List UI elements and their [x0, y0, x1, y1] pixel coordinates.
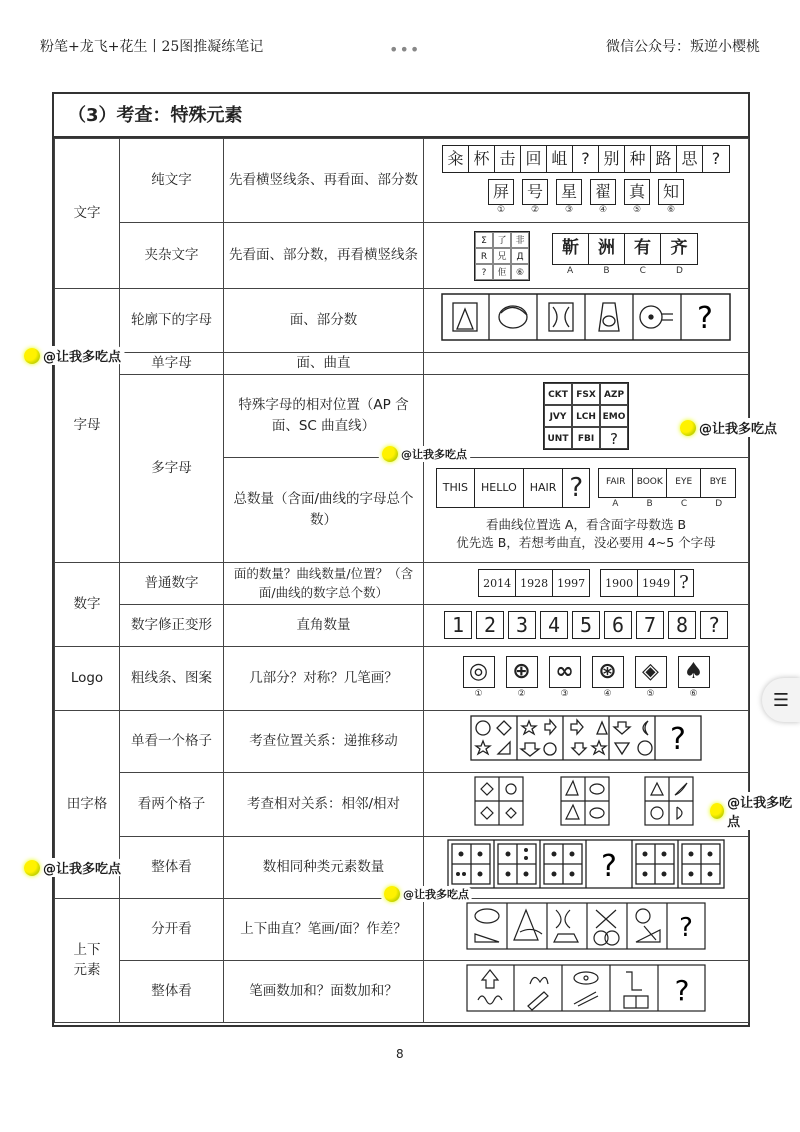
- table-row: [55, 139, 749, 223]
- option-label: B: [646, 498, 653, 509]
- option-char: 齐: [670, 238, 688, 259]
- watermark: @让我多吃点: [706, 792, 800, 830]
- category-cell: 田字格: [55, 710, 120, 898]
- method-cell: 先看面、部分数，再看横竖线条: [224, 223, 424, 289]
- table-row: [55, 353, 749, 375]
- option-char: 有: [625, 234, 661, 264]
- question-mark: ?: [697, 301, 713, 337]
- subtype-cell: 单字母: [120, 353, 224, 375]
- option-label: ①: [496, 205, 506, 215]
- subtype-cell: 整体看: [120, 960, 224, 1022]
- option-label: ③: [560, 689, 569, 700]
- category-cell: 上下元素: [55, 898, 120, 1022]
- letter-cell: JVY: [544, 405, 572, 427]
- logo-item: [678, 656, 710, 700]
- letter-cell: FBI: [572, 427, 600, 449]
- logo-icon: ⊕: [506, 656, 538, 688]
- element-count-strip: [446, 838, 726, 890]
- subtype-cell: 粗线条、图案: [120, 646, 224, 710]
- logo-icon: ◈: [635, 656, 667, 688]
- example-cell: [424, 772, 749, 836]
- grid-cell: 了: [493, 232, 511, 248]
- logo-item: [592, 656, 624, 700]
- example-cell: [424, 604, 749, 646]
- table-row: [55, 604, 749, 646]
- option-label: A: [567, 265, 574, 276]
- char-cell: ?: [711, 148, 721, 168]
- question-mark: ?: [674, 973, 690, 1007]
- example-cell: [424, 710, 749, 772]
- subtype-cell: 多字母: [120, 374, 224, 562]
- char-cell: 回: [521, 146, 547, 172]
- option-char: 屏: [488, 179, 514, 205]
- method-cell: 几部分？对称？几笔画？: [224, 646, 424, 710]
- table-row: [55, 710, 749, 772]
- category-cell: 字母: [55, 289, 120, 563]
- letter-cell: EMO: [600, 405, 628, 427]
- menu-icon[interactable]: ☰: [762, 678, 800, 722]
- logo-item: [635, 656, 667, 700]
- subtype-cell: 整体看: [120, 836, 224, 898]
- subtype-cell: 普通数字: [120, 562, 224, 604]
- watermark: @让我多吃点: [378, 446, 471, 462]
- option-item: [624, 179, 650, 216]
- category-cell: Logo: [55, 646, 120, 710]
- option-label: A: [612, 498, 619, 509]
- example-cell: [424, 960, 749, 1022]
- option-label: ⑥: [666, 205, 676, 215]
- header-account: 微信公众号：叛逆小樱桃: [606, 39, 760, 55]
- option-label: C: [680, 498, 688, 509]
- grid-cell: Σ: [475, 232, 493, 248]
- nine-grid: [474, 231, 530, 281]
- letter-cell: AZP: [600, 383, 628, 405]
- option-item: [556, 179, 582, 216]
- char-cell: 种: [625, 146, 651, 172]
- number-question-strip: [478, 569, 590, 597]
- number-cell: 1900: [601, 570, 638, 596]
- digit-box: 2: [476, 611, 504, 639]
- word-cell: HAIR: [524, 469, 564, 507]
- option-label: D: [715, 498, 723, 509]
- char-cell: 别: [599, 146, 625, 172]
- option-label: B: [603, 265, 610, 276]
- char-cell: 岨: [547, 146, 573, 172]
- word-cell: HELLO: [475, 469, 524, 507]
- digit-box: 1: [444, 611, 472, 639]
- letter-cell: UNT: [544, 427, 572, 449]
- example-cell: [424, 898, 749, 960]
- moon-icon: [680, 420, 696, 436]
- word-cell: ?: [569, 472, 584, 503]
- table-row: [55, 772, 749, 836]
- method-cell: 数相同种类元素数量: [224, 836, 424, 898]
- section-title: （3）考查：特殊元素: [54, 94, 748, 138]
- word-option: EYE: [667, 469, 701, 497]
- table-row: [55, 289, 749, 353]
- logo-row: [428, 656, 744, 700]
- char-cell: 击: [495, 146, 521, 172]
- method-cell: 面、曲直: [224, 353, 424, 375]
- watermark: @让我多吃点: [20, 858, 125, 877]
- option-char: 号: [522, 179, 548, 205]
- example-cell: [424, 646, 749, 710]
- option-group: [552, 233, 698, 279]
- number-question-strip: [600, 569, 694, 597]
- example-cell: [424, 223, 749, 289]
- option-labels: [552, 265, 698, 279]
- grid-cell: 非: [511, 232, 529, 248]
- grid-cell: Д: [511, 248, 529, 264]
- option-label: ④: [603, 689, 612, 700]
- note-text: 看曲线位置选 A，看含面字母数选 B: [485, 516, 687, 532]
- number-cell: 2014: [479, 570, 516, 596]
- grid-cell: ?: [475, 264, 493, 280]
- digit-box: 6: [604, 611, 632, 639]
- method-cell: 考查相对关系：相邻/相对: [224, 772, 424, 836]
- option-char: 翟: [590, 179, 616, 205]
- option-strip: [552, 233, 698, 265]
- grid-cell: ⑥: [511, 264, 529, 280]
- two-cell-figures: [473, 775, 699, 827]
- subtype-cell: 轮廓下的字母: [120, 289, 224, 353]
- subtype-cell: 纯文字: [120, 139, 224, 223]
- method-cell: 先看横竖线条、再看面、部分数: [224, 139, 424, 223]
- char-cell: 籴: [443, 146, 469, 172]
- category-cell: 数字: [55, 562, 120, 646]
- option-item: [488, 179, 514, 216]
- number-cell: ?: [679, 572, 689, 594]
- moon-icon: [382, 446, 398, 462]
- option-char: 靳: [553, 234, 589, 264]
- logo-icon: ∞: [549, 656, 581, 688]
- grid-shape-strip: [470, 715, 702, 761]
- note-text: 优先选 B，若想考曲直，没必要用 4~5 个字母: [456, 534, 716, 550]
- watermark: @让我多吃点: [380, 886, 473, 902]
- method-cell: 面、部分数: [224, 289, 424, 353]
- table-row: [55, 374, 749, 457]
- logo-item: [549, 656, 581, 700]
- moon-icon: [24, 860, 40, 876]
- moon-icon: [384, 886, 400, 902]
- example-cell: [424, 457, 749, 562]
- example-cell: [424, 139, 749, 223]
- digit-box: 4: [540, 611, 568, 639]
- method-cell: 特殊字母的相对位置（AP 含面、SC 曲直线）: [224, 374, 424, 457]
- subtype-cell: 夹杂文字: [120, 223, 224, 289]
- table-row: [55, 223, 749, 289]
- letter-grid: [543, 382, 629, 450]
- logo-icon: ◎: [463, 656, 495, 688]
- option-char: 洲: [589, 234, 625, 264]
- word-question-strip: [436, 468, 590, 508]
- moon-icon: [710, 803, 724, 819]
- option-label: D: [675, 265, 683, 276]
- char-cell: ?: [573, 146, 599, 172]
- watermark: @让我多吃点: [676, 418, 781, 437]
- number-cell: 1997: [557, 576, 586, 590]
- subtype-cell: 分开看: [120, 898, 224, 960]
- moon-icon: [24, 348, 40, 364]
- digit-strip: [428, 611, 744, 639]
- method-cell: 考查位置关系：递推移动: [224, 710, 424, 772]
- subtype-cell: 单看一个格子: [120, 710, 224, 772]
- option-label: C: [639, 265, 646, 276]
- word-option: BOOK: [633, 469, 667, 497]
- option-item: [590, 179, 616, 216]
- subtype-cell: 数字修正变形: [120, 604, 224, 646]
- method-cell: 笔画数加和？面数加和？: [224, 960, 424, 1022]
- grid-cell: R: [475, 248, 493, 264]
- example-cell: [424, 374, 749, 457]
- char-cell: 思: [677, 146, 703, 172]
- digit-box: 8: [668, 611, 696, 639]
- option-label: ⑥: [689, 689, 698, 700]
- logo-item: [463, 656, 495, 700]
- example-cell: [424, 836, 749, 898]
- logo-icon: ♠: [678, 656, 710, 688]
- option-char: 星: [556, 179, 582, 205]
- option-label: ⑤: [632, 205, 642, 215]
- question-strip: [442, 145, 730, 173]
- option-item: [522, 179, 548, 216]
- option-labels: [598, 498, 736, 512]
- option-char: 真: [624, 179, 650, 205]
- digit-box: 5: [572, 611, 600, 639]
- subtype-cell: 看两个格子: [120, 772, 224, 836]
- method-cell: 总数量（含面/曲线的字母总个数）: [224, 457, 424, 562]
- option-row: [428, 179, 744, 216]
- digit-box: 3: [508, 611, 536, 639]
- table-row: [55, 646, 749, 710]
- stroke-sum-strip: [466, 964, 706, 1012]
- digit-box: 7: [636, 611, 664, 639]
- header-title: 粉笔+龙飞+花生丨25图推凝练笔记: [40, 39, 264, 55]
- char-cell: 路: [651, 146, 677, 172]
- grid-cell: 佢: [493, 264, 511, 280]
- option-label: ⑤: [646, 689, 655, 700]
- option-label: ②: [517, 689, 526, 700]
- number-cell: 1949: [638, 570, 675, 596]
- category-cell: 文字: [55, 139, 120, 289]
- number-cell: 1928: [516, 570, 553, 596]
- word-option: BYE: [709, 476, 727, 487]
- word-option-group: [598, 468, 736, 512]
- grid-cell: 兄: [493, 248, 511, 264]
- outline-figure-strip: [441, 293, 731, 341]
- digit-box: ?: [700, 611, 728, 639]
- logo-icon: ⊛: [592, 656, 624, 688]
- top-bar: [0, 0, 800, 70]
- letter-cell: CKT: [544, 383, 572, 405]
- word-option-strip: [598, 468, 736, 498]
- word-cell: THIS: [437, 469, 475, 507]
- table-row: [55, 960, 749, 1022]
- option-label: ①: [474, 689, 483, 700]
- table-row: [55, 562, 749, 604]
- option-label: ②: [530, 205, 540, 215]
- upper-lower-strip: [466, 902, 706, 950]
- method-cell: 面的数量？曲线数量/位置？（含面/曲线的数字总个数）: [224, 562, 424, 604]
- letter-cell: FSX: [572, 383, 600, 405]
- table-row: [55, 898, 749, 960]
- question-mark: ?: [601, 848, 617, 884]
- example-cell: [424, 353, 749, 375]
- question-mark: ?: [679, 912, 693, 943]
- question-mark: ?: [670, 721, 686, 757]
- option-label: ④: [598, 205, 608, 215]
- watermark: @让我多吃点: [20, 346, 125, 365]
- page-number: 8: [396, 1047, 404, 1061]
- method-cell: 上下曲直？笔画/面？作差？: [224, 898, 424, 960]
- char-cell: 杯: [469, 146, 495, 172]
- more-dots-icon[interactable]: •••: [389, 40, 421, 59]
- example-cell: [424, 289, 749, 353]
- letter-cell: ?: [600, 427, 628, 449]
- word-option: FAIR: [599, 469, 633, 497]
- letter-cell: LCH: [572, 405, 600, 427]
- option-char: 知: [658, 179, 684, 205]
- logo-item: [506, 656, 538, 700]
- method-cell: 直角数量: [224, 604, 424, 646]
- example-cell: [424, 562, 749, 604]
- option-item: [658, 179, 684, 216]
- option-label: ③: [564, 205, 574, 215]
